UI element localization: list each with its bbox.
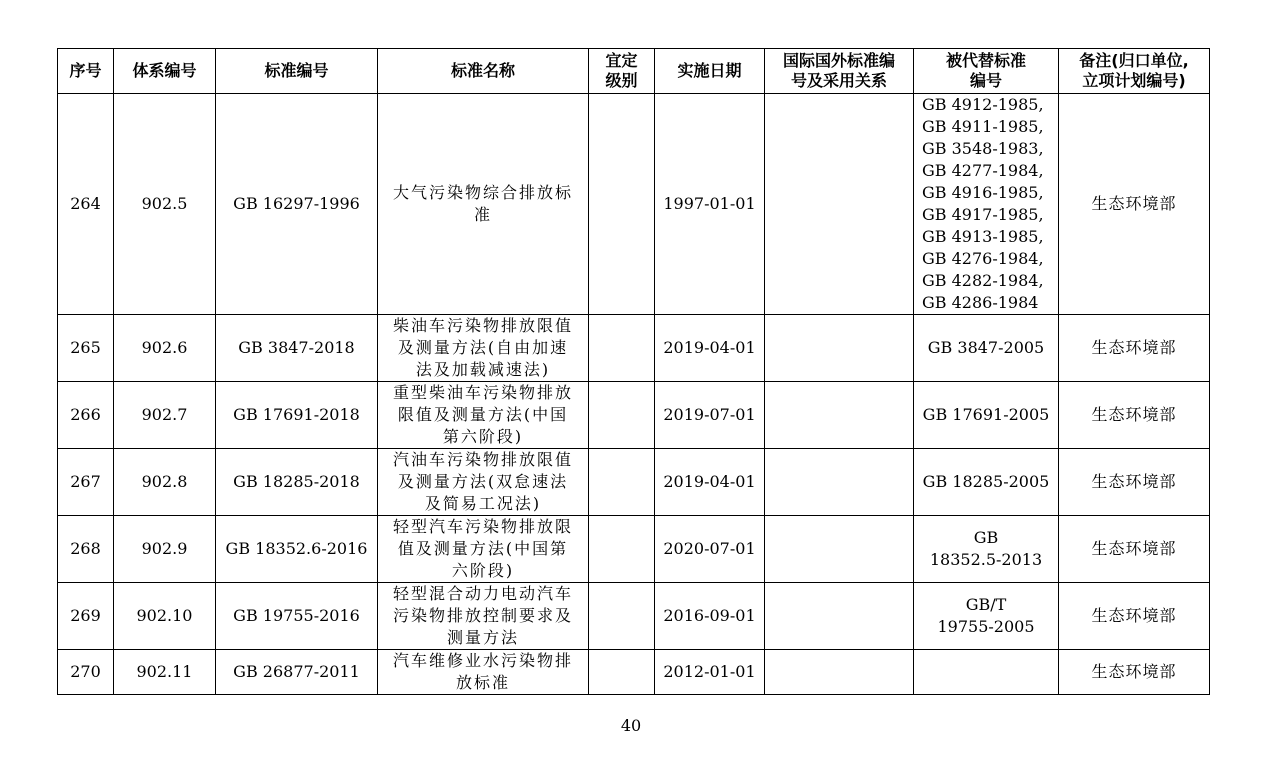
replaced-cell-line: GB 4282-1984, xyxy=(922,271,1044,290)
replaced-cell xyxy=(914,315,1059,382)
level-cell xyxy=(589,516,655,583)
replaced-cell xyxy=(914,516,1059,583)
std-name-cell xyxy=(378,650,589,695)
std-name-cell xyxy=(378,94,589,315)
std-code-cell: GB 26877-2011 xyxy=(216,650,378,695)
header-intl: 国际国外标准编 号及采用关系 xyxy=(765,49,914,94)
std-name-cell-line: 污染物排放控制要求及 xyxy=(392,606,573,625)
level-cell xyxy=(589,382,655,449)
replaced-cell-line: GB 4913-1985, xyxy=(922,227,1044,246)
system-code-cell: 902.8 xyxy=(114,449,216,516)
std-name-cell-line: 第六阶段) xyxy=(442,427,524,446)
replaced-cell-line: GB 4277-1984, xyxy=(922,161,1044,180)
std-name-cell-line: 及测量方法(自由加速 xyxy=(397,338,569,357)
replaced-cell-line: GB 4286-1984 xyxy=(922,293,1039,312)
seq-cell: 269 xyxy=(58,583,114,650)
replaced-cell xyxy=(914,583,1059,650)
header-std-code: 标准编号 xyxy=(216,49,378,94)
std-name-cell-line: 六阶段) xyxy=(451,561,515,580)
table-row xyxy=(58,449,1210,516)
header-system-code: 体系编号 xyxy=(114,49,216,94)
intl-cell xyxy=(765,382,914,449)
date-cell: 2019-04-01 xyxy=(655,449,765,516)
seq-cell: 266 xyxy=(58,382,114,449)
std-name-cell-line: 准 xyxy=(473,205,492,224)
replaced-cell-line: GB 3548-1983, xyxy=(922,139,1044,158)
replaced-cell-line: GB 4912-1985, xyxy=(922,95,1044,114)
replaced-cell xyxy=(914,382,1059,449)
remark-cell: 生态环境部 xyxy=(1059,382,1210,449)
header-level: 宜定 级别 xyxy=(589,49,655,94)
std-name-cell xyxy=(378,382,589,449)
std-name-cell xyxy=(378,583,589,650)
intl-cell xyxy=(765,315,914,382)
level-cell xyxy=(589,650,655,695)
replaced-cell-line: GB/T xyxy=(965,595,1007,614)
system-code-cell: 902.5 xyxy=(114,94,216,315)
header-date: 实施日期 xyxy=(655,49,765,94)
std-name-cell-line: 及测量方法(双怠速法 xyxy=(397,472,569,491)
std-name-cell-line: 大气污染物综合排放标 xyxy=(392,183,573,202)
date-cell: 1997-01-01 xyxy=(655,94,765,315)
replaced-cell-line: GB 4911-1985, xyxy=(922,117,1044,136)
standards-table xyxy=(57,48,1210,695)
std-name-cell-line: 汽车维修业水污染物排 xyxy=(392,651,573,670)
std-name-cell-line: 测量方法 xyxy=(446,628,519,647)
replaced-cell-line: GB 3847-2005 xyxy=(927,338,1045,357)
seq-cell: 264 xyxy=(58,94,114,315)
remark-cell: 生态环境部 xyxy=(1059,94,1210,315)
std-name-cell-line: 及简易工况法) xyxy=(424,494,542,513)
intl-cell xyxy=(765,650,914,695)
level-cell xyxy=(589,94,655,315)
std-name-cell-line: 汽油车污染物排放限值 xyxy=(392,450,573,469)
level-cell xyxy=(589,583,655,650)
std-name-cell-line: 限值及测量方法(中国 xyxy=(397,405,569,424)
std-name-cell-line: 放标准 xyxy=(455,673,510,692)
replaced-cell-line: GB xyxy=(973,528,999,547)
system-code-cell: 902.7 xyxy=(114,382,216,449)
intl-cell xyxy=(765,449,914,516)
table-row xyxy=(58,650,1210,695)
replaced-cell-line: 19755-2005 xyxy=(937,617,1035,636)
std-code-cell: GB 17691-2018 xyxy=(216,382,378,449)
std-name-cell xyxy=(378,449,589,516)
seq-cell: 265 xyxy=(58,315,114,382)
date-cell: 2019-07-01 xyxy=(655,382,765,449)
system-code-cell: 902.9 xyxy=(114,516,216,583)
table-body xyxy=(58,94,1210,695)
std-name-cell xyxy=(378,315,589,382)
remark-cell: 生态环境部 xyxy=(1059,449,1210,516)
std-code-cell: GB 18285-2018 xyxy=(216,449,378,516)
remark-cell: 生态环境部 xyxy=(1059,516,1210,583)
header-std-name: 标准名称 xyxy=(378,49,589,94)
remark-cell: 生态环境部 xyxy=(1059,315,1210,382)
std-name-cell-line: 轻型汽车污染物排放限 xyxy=(392,517,573,536)
date-cell: 2012-01-01 xyxy=(655,650,765,695)
level-cell xyxy=(589,315,655,382)
std-name-cell xyxy=(378,516,589,583)
table-row xyxy=(58,516,1210,583)
intl-cell xyxy=(765,583,914,650)
replaced-cell-line: GB 4917-1985, xyxy=(922,205,1044,224)
date-cell: 2019-04-01 xyxy=(655,315,765,382)
header-row xyxy=(58,49,1210,94)
header-remark: 备注(归口单位, 立项计划编号) xyxy=(1059,49,1210,94)
seq-cell: 270 xyxy=(58,650,114,695)
header-seq: 序号 xyxy=(58,49,114,94)
seq-cell: 267 xyxy=(58,449,114,516)
replaced-cell-line: 18352.5-2013 xyxy=(929,550,1043,569)
replaced-cell-line: GB 17691-2005 xyxy=(922,405,1050,424)
replaced-cell-line: GB 4916-1985, xyxy=(922,183,1044,202)
std-name-cell-line: 值及测量方法(中国第 xyxy=(397,539,569,558)
std-name-cell-line: 法及加载减速法) xyxy=(415,360,551,379)
std-name-cell-line: 柴油车污染物排放限值 xyxy=(392,316,573,335)
table-row xyxy=(58,382,1210,449)
std-code-cell: GB 19755-2016 xyxy=(216,583,378,650)
table-row xyxy=(58,583,1210,650)
replaced-cell xyxy=(914,449,1059,516)
remark-cell: 生态环境部 xyxy=(1059,650,1210,695)
system-code-cell: 902.10 xyxy=(114,583,216,650)
system-code-cell: 902.6 xyxy=(114,315,216,382)
date-cell: 2016-09-01 xyxy=(655,583,765,650)
system-code-cell: 902.11 xyxy=(114,650,216,695)
std-name-cell-line: 重型柴油车污染物排放 xyxy=(392,383,573,402)
remark-cell: 生态环境部 xyxy=(1059,583,1210,650)
replaced-cell xyxy=(914,650,1059,695)
intl-cell xyxy=(765,516,914,583)
table-row xyxy=(58,315,1210,382)
std-code-cell: GB 16297-1996 xyxy=(216,94,378,315)
std-code-cell: GB 3847-2018 xyxy=(216,315,378,382)
page-number: 40 xyxy=(620,716,642,735)
std-name-cell-line: 轻型混合动力电动汽车 xyxy=(392,584,573,603)
table-row xyxy=(58,94,1210,315)
date-cell: 2020-07-01 xyxy=(655,516,765,583)
intl-cell xyxy=(765,94,914,315)
seq-cell: 268 xyxy=(58,516,114,583)
std-code-cell: GB 18352.6-2016 xyxy=(216,516,378,583)
header-replaced: 被代替标准 编号 xyxy=(914,49,1059,94)
replaced-cell xyxy=(914,94,1059,315)
level-cell xyxy=(589,449,655,516)
replaced-cell-line: GB 4276-1984, xyxy=(922,249,1044,268)
replaced-cell-line: GB 18285-2005 xyxy=(922,472,1050,491)
